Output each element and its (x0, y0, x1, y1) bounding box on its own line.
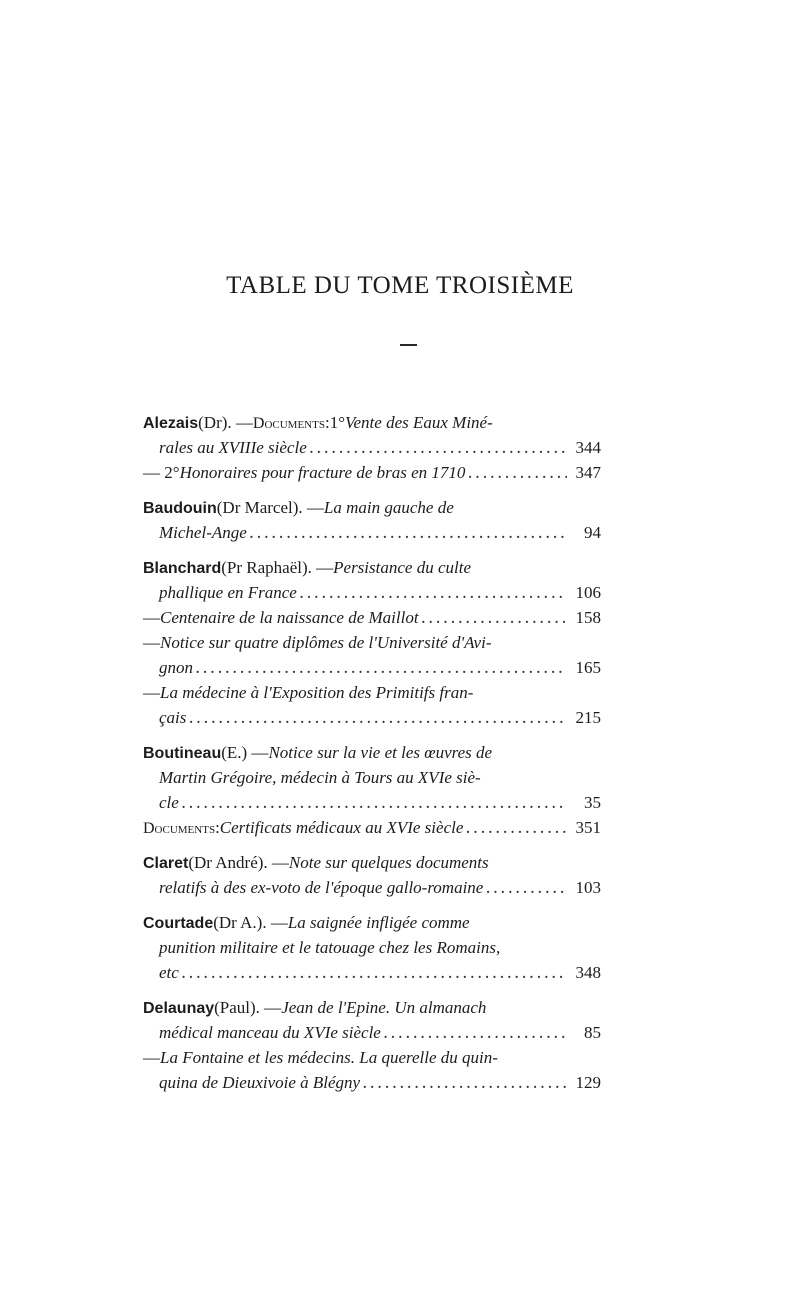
page-number: 106 (575, 583, 601, 602)
entry-title: Vente des Eaux Miné- (345, 413, 493, 432)
page-title: TABLE DU TOME TROISIÈME (226, 272, 574, 299)
entry-title: relatifs à des ex-voto de l'époque gallo-romaine (159, 878, 484, 897)
toc-entry-baudouin (143, 495, 601, 520)
entry-title: quina de Dieuxivoie à Blégny (159, 1073, 361, 1092)
dot-leader (465, 816, 567, 841)
entry-title: rales au XVIIIe siècle (159, 438, 307, 457)
toc-entry-documents (143, 815, 601, 840)
page-number: 348 (575, 963, 601, 982)
author-name: Delaunay (143, 1000, 215, 1017)
page-number: 35 (584, 793, 601, 812)
toc-entry-blanchard (143, 555, 601, 580)
author-info: (Dr André). — (188, 853, 289, 872)
author-info: (Dr). — (198, 413, 253, 432)
dot-leader (299, 581, 567, 606)
entry-title: Note sur quelques documents (288, 853, 489, 872)
page-number: 158 (575, 608, 601, 627)
toc-subentry (143, 630, 601, 655)
dot-leader (195, 656, 567, 681)
entry-title: Centenaire de la naissance de Maillot (160, 608, 419, 627)
page-number: 347 (575, 463, 601, 482)
page-number: 351 (575, 818, 601, 837)
section-label: Documents (143, 820, 216, 837)
sub-dash: — (143, 1048, 160, 1067)
dot-leader (249, 521, 567, 546)
sub-dash: — (143, 608, 160, 627)
toc-entry-delaunay (143, 995, 601, 1020)
toc-subentry (143, 680, 601, 705)
toc-entry-continuation (143, 580, 601, 605)
page-number: 129 (575, 1073, 601, 1092)
entry-title: gnon (159, 658, 193, 677)
dot-leader (309, 436, 567, 461)
entry-title: etc (159, 963, 179, 982)
sub-dash: — (143, 633, 160, 652)
entry-title: médical manceau du XVIe siècle (159, 1023, 381, 1042)
entry-title: Martin Grégoire, médecin à Tours au XVIe siè- (159, 768, 481, 787)
toc-subentry (143, 1045, 601, 1070)
entry-title: Notice sur quatre diplômes de l'Université d'Avi- (160, 633, 492, 652)
dot-leader (181, 791, 567, 816)
separator: : (324, 413, 330, 432)
toc-entry-continuation (143, 765, 601, 790)
entry-title: La saignée infligée comme (287, 913, 470, 932)
author-name: Claret (143, 855, 189, 872)
toc-entry-boutineau (143, 740, 601, 765)
page-number: 215 (575, 708, 601, 727)
section-label: Documents (252, 415, 325, 432)
author-name: Boutineau (143, 745, 222, 762)
entry-title: Persistance du culte (333, 558, 471, 577)
page-number: 165 (575, 658, 601, 677)
entry-title: La main gauche de (323, 498, 454, 517)
dot-leader (485, 876, 567, 901)
sub-dash: — (143, 683, 160, 702)
separator: : (215, 818, 220, 837)
entry-title: çais (159, 708, 187, 727)
dot-leader (362, 1071, 567, 1096)
dot-leader (467, 461, 567, 486)
page-number: 94 (584, 523, 601, 542)
sub-dash: — 2° (143, 463, 180, 482)
author-info: (Dr A.). — (213, 913, 288, 932)
toc-entries (143, 410, 601, 1095)
dot-leader (383, 1021, 567, 1046)
entry-title: cle (159, 793, 179, 812)
author-info: (Paul). — (214, 998, 282, 1017)
entry-title: La médecine à l'Exposition des Primitifs fran- (160, 683, 474, 702)
author-name: Baudouin (143, 500, 217, 517)
item-number: 1° (329, 413, 346, 432)
toc-subentry (143, 605, 601, 630)
toc-entry-continuation (143, 705, 601, 730)
author-info: (E.) — (221, 743, 269, 762)
dot-leader (421, 606, 567, 631)
page-number: 344 (575, 438, 601, 457)
author-name: Alezais (143, 415, 199, 432)
entry-title: Michel-Ange (159, 523, 247, 542)
toc-entry-continuation (143, 790, 601, 815)
entry-title: Jean de l'Epine. Un almanach (281, 998, 487, 1017)
dot-leader (181, 961, 567, 986)
entry-title: punition militaire et le tatouage chez les Romains, (159, 938, 501, 957)
toc-subentry (143, 460, 601, 485)
dot-leader (188, 706, 567, 731)
entry-title: Notice sur la vie et les œuvres de (268, 743, 493, 762)
entry-title: Honoraires pour fracture de bras en 1710 (179, 463, 466, 482)
toc-entry-alezais (143, 410, 601, 435)
entry-title: Certificats médicaux au XVIe siècle (219, 818, 464, 837)
toc-entry-continuation (143, 1070, 601, 1095)
toc-entry-courtade (143, 910, 601, 935)
toc-entry-continuation (143, 960, 601, 985)
toc-entry-claret (143, 850, 601, 875)
toc-entry-continuation (143, 1020, 601, 1045)
toc-entry-continuation (143, 875, 601, 900)
entry-title: La Fontaine et les médecins. La querelle du quin- (160, 1048, 498, 1067)
author-name: Blanchard (143, 560, 222, 577)
title-rule (400, 344, 417, 346)
entry-title: phallique en France (159, 583, 297, 602)
toc-entry-continuation (143, 655, 601, 680)
toc-entry-continuation (143, 520, 601, 545)
page-number: 85 (584, 1023, 601, 1042)
author-info: (Pr Raphaël). — (221, 558, 334, 577)
author-info: (Dr Marcel). — (216, 498, 324, 517)
author-name: Courtade (143, 915, 214, 932)
toc-entry-continuation (143, 935, 601, 960)
toc-entry-continuation (143, 435, 601, 460)
page-number: 103 (575, 878, 601, 897)
